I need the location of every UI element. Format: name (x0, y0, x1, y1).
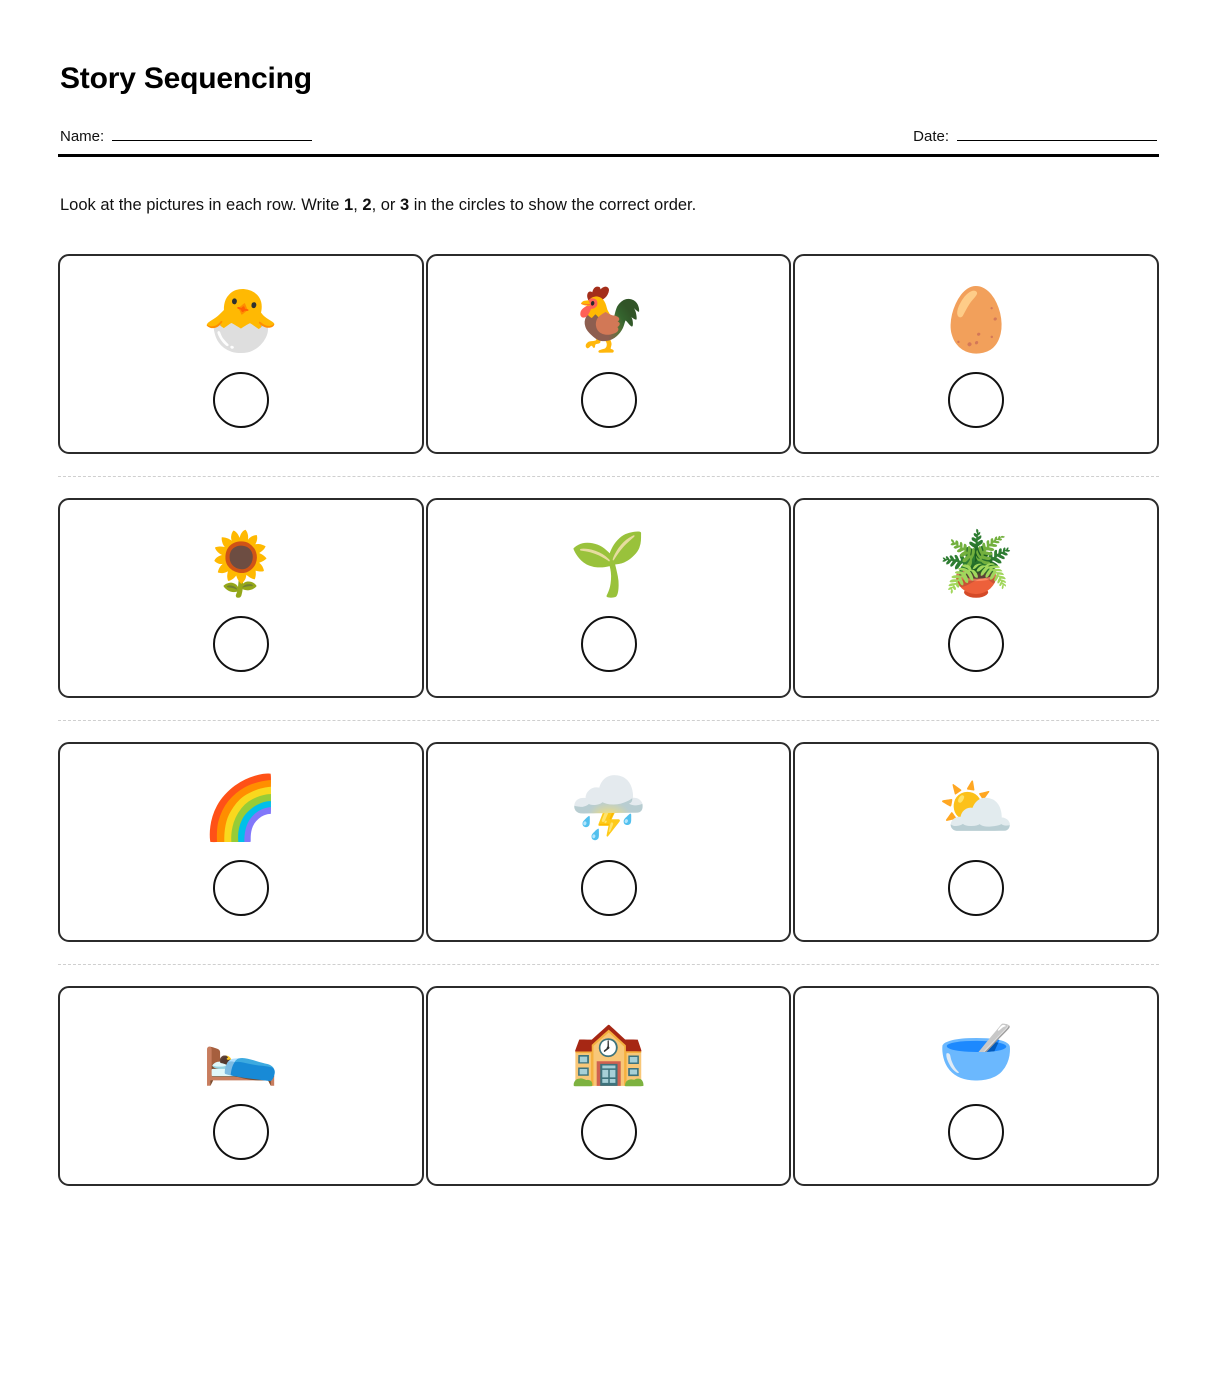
picture-card[interactable] (58, 498, 424, 698)
school-icon: 🏫 (569, 1018, 648, 1088)
sequencing-rows (58, 254, 1159, 1186)
picture-card[interactable] (426, 498, 792, 698)
rooster-icon: 🐓 (569, 286, 648, 356)
answer-circle[interactable] (581, 616, 637, 672)
potted-plant-icon: 🪴 (937, 530, 1015, 600)
instructions-number-1: 1 (344, 196, 354, 214)
seedling-icon: 🌱 (569, 530, 648, 600)
thunderstorm-cloud-icon: ⛈️ (569, 774, 648, 844)
answer-circle[interactable] (581, 860, 637, 916)
date-label: Date: (913, 128, 949, 145)
answer-circle[interactable] (948, 372, 1004, 428)
picture-card[interactable] (426, 254, 792, 454)
answer-circle[interactable] (948, 860, 1004, 916)
instructions-suffix: in the circles to show the correct order. (409, 196, 697, 214)
instructions-separator-2: , or (371, 196, 400, 214)
page-title: Story Sequencing (60, 62, 312, 95)
answer-circle[interactable] (581, 1104, 637, 1160)
instructions-text (58, 194, 1159, 216)
sequencing-row (58, 498, 1159, 698)
answer-circle[interactable] (948, 616, 1004, 672)
answer-circle[interactable] (581, 372, 637, 428)
answer-circle[interactable] (213, 1104, 269, 1160)
picture-card[interactable] (426, 986, 792, 1186)
instructions-number-2: 2 (362, 196, 372, 214)
header-divider (58, 154, 1159, 157)
picture-card[interactable] (793, 254, 1159, 454)
row-divider (58, 720, 1159, 721)
picture-card[interactable] (793, 986, 1159, 1186)
picture-card[interactable] (426, 742, 792, 942)
name-input-line[interactable] (112, 129, 312, 141)
name-label: Name: (60, 128, 105, 145)
date-field-group (913, 128, 1157, 145)
picture-card[interactable] (793, 742, 1159, 942)
instructions-prefix: Look at the pictures in each row. Write (60, 196, 345, 214)
person-in-bed-icon: 🛌 (202, 1018, 280, 1088)
row-divider (58, 476, 1159, 477)
answer-circle[interactable] (213, 372, 269, 428)
bowl-with-spoon-icon: 🥣 (937, 1018, 1015, 1088)
picture-card[interactable] (58, 254, 424, 454)
sun-behind-cloud-icon: ⛅ (937, 774, 1015, 844)
picture-card[interactable] (58, 986, 424, 1186)
egg-icon: 🥚 (937, 286, 1015, 356)
sequencing-row (58, 742, 1159, 942)
hatching-chick-icon: 🐣 (202, 286, 280, 356)
picture-card[interactable] (58, 742, 424, 942)
sequencing-row (58, 986, 1159, 1186)
rainbow-icon: 🌈 (202, 774, 280, 844)
instructions-separator-1: , (353, 196, 363, 214)
answer-circle[interactable] (213, 616, 269, 672)
answer-circle[interactable] (948, 1104, 1004, 1160)
row-divider (58, 964, 1159, 965)
name-field-group (60, 128, 312, 145)
picture-card[interactable] (793, 498, 1159, 698)
name-date-row (58, 128, 1159, 145)
sequencing-row (58, 254, 1159, 454)
sunflower-icon: 🌻 (202, 530, 280, 600)
answer-circle[interactable] (213, 860, 269, 916)
date-input-line[interactable] (957, 129, 1157, 141)
instructions-number-3: 3 (400, 196, 410, 214)
